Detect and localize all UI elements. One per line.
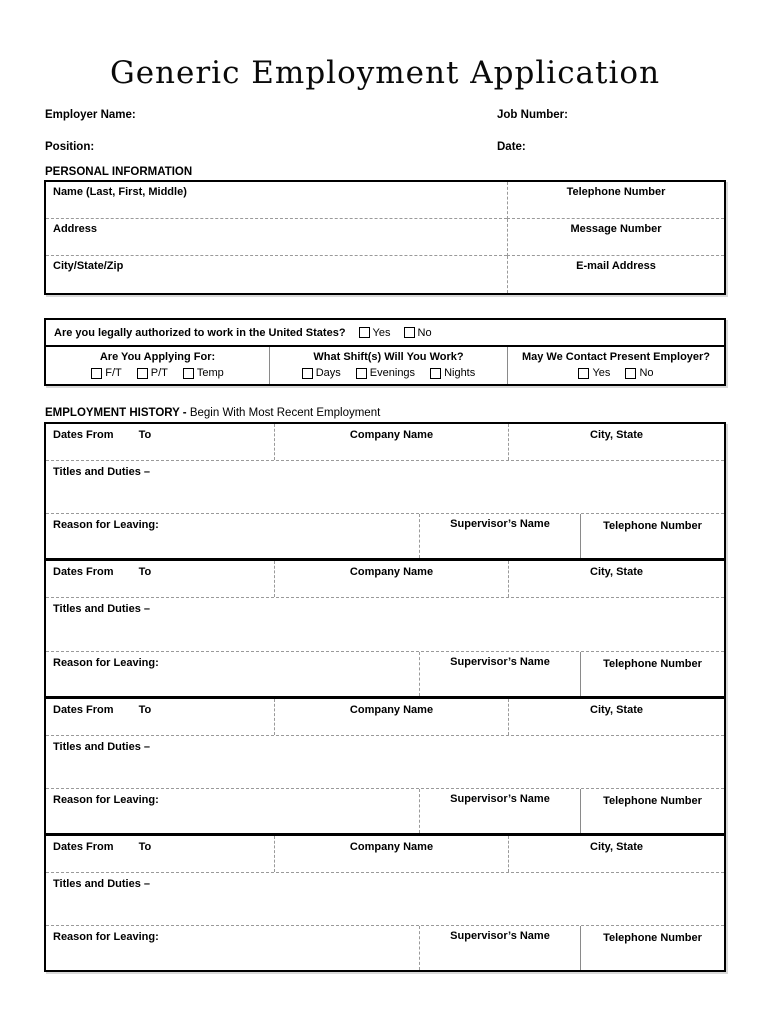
contact-no-checkbox[interactable]: [625, 367, 653, 379]
reason-for-leaving-label: Reason for Leaving:: [53, 656, 159, 669]
address-label: Address: [53, 223, 98, 235]
personal-information-table: [44, 180, 726, 295]
authorized-question-row: [46, 320, 724, 347]
message-number-label: Message Number: [570, 223, 662, 235]
dates-from-label: Dates From: [53, 703, 114, 716]
employment-history-table: [44, 422, 726, 972]
telephone-number-field-cell[interactable]: [580, 652, 724, 696]
telephone-number-field-cell[interactable]: [580, 926, 724, 970]
page-title: Generic Employment Application: [109, 55, 661, 91]
city-state-label: City, State: [590, 703, 643, 716]
company-name-field-cell[interactable]: [274, 836, 508, 872]
company-name-field-cell[interactable]: [274, 561, 508, 597]
temp-label: Temp: [196, 367, 224, 379]
position-label: Position:: [45, 141, 95, 153]
personal-information-heading: PERSONAL INFORMATION: [45, 166, 193, 178]
employment-history-heading: [45, 407, 380, 419]
evenings-checkbox[interactable]: [356, 367, 415, 379]
titles-duties-field-cell[interactable]: [46, 736, 724, 789]
titles-duties-label: Titles and Duties –: [53, 740, 150, 753]
dates-field-cell[interactable]: [46, 561, 274, 597]
address-field-cell[interactable]: [46, 219, 507, 256]
pt-label: P/T: [150, 367, 168, 379]
reason-supervisor-row: [46, 652, 724, 696]
authorization-columns: [46, 347, 724, 384]
dates-to-label: To: [138, 429, 152, 441]
company-name-label: Company Name: [349, 703, 434, 716]
dates-from-label: Dates From: [53, 429, 114, 441]
company-name-label: Company Name: [349, 566, 434, 579]
titles-duties-label: Titles and Duties –: [53, 877, 150, 890]
telephone-field-cell[interactable]: [507, 182, 724, 219]
city-state-label: City, State: [590, 566, 643, 579]
telephone-number-field-cell[interactable]: [580, 789, 724, 833]
telephone-number-label: Telephone Number: [603, 520, 702, 533]
email-field-cell[interactable]: [507, 256, 724, 293]
city-state-label: City, State: [590, 429, 643, 441]
dates-to-label: To: [138, 566, 152, 579]
shifts-column: [269, 347, 507, 384]
checkbox-icon: [430, 368, 441, 379]
company-name-label: Company Name: [349, 429, 434, 441]
applying-for-header: Are You Applying For:: [99, 351, 216, 363]
supervisor-name-field-cell[interactable]: [419, 514, 580, 558]
telephone-number-label: Telephone Number: [603, 932, 702, 944]
dates-from-label: Dates From: [53, 566, 114, 579]
reason-supervisor-row: [46, 789, 724, 833]
dates-field-cell[interactable]: [46, 699, 274, 735]
titles-duties-field-cell[interactable]: [46, 598, 724, 651]
telephone-number-label: Telephone Number: [603, 657, 702, 670]
checkbox-icon: [578, 368, 589, 379]
employment-block: [46, 833, 724, 970]
reason-for-leaving-label: Reason for Leaving:: [53, 931, 159, 943]
dates-to-label: To: [138, 840, 152, 853]
checkbox-icon: [404, 327, 415, 338]
nights-checkbox[interactable]: [430, 367, 475, 379]
company-name-field-cell[interactable]: [274, 424, 508, 460]
authorized-no-label: No: [417, 326, 432, 339]
titles-duties-field-cell[interactable]: [46, 461, 724, 514]
telephone-number-field-cell[interactable]: [580, 514, 724, 558]
message-number-field-cell[interactable]: [507, 219, 724, 256]
dates-company-row: [46, 561, 724, 598]
reason-for-leaving-field-cell[interactable]: [46, 514, 419, 558]
dates-company-row: [46, 699, 724, 736]
city-state-field-cell[interactable]: [508, 699, 724, 735]
temp-checkbox[interactable]: [183, 367, 224, 379]
checkbox-icon: [356, 368, 367, 379]
city-state-zip-label: City/State/Zip: [53, 260, 124, 272]
contact-yes-checkbox[interactable]: [578, 367, 610, 379]
supervisor-name-field-cell[interactable]: [419, 652, 580, 696]
city-state-field-cell[interactable]: [508, 561, 724, 597]
authorized-question-label: Are you legally authorized to work in the United States?: [54, 326, 346, 339]
employment-history-subtitle: Begin With Most Recent Employment: [186, 407, 381, 419]
telephone-label: Telephone Number: [566, 186, 666, 198]
titles-duties-field-cell[interactable]: [46, 873, 724, 926]
name-label: Name (Last, First, Middle): [53, 186, 187, 198]
employment-history-title: EMPLOYMENT HISTORY -: [45, 407, 187, 419]
dates-from-label: Dates From: [53, 840, 114, 853]
reason-for-leaving-label: Reason for Leaving:: [53, 519, 159, 532]
authorized-yes-checkbox[interactable]: [359, 327, 391, 339]
reason-for-leaving-field-cell[interactable]: [46, 652, 419, 696]
checkbox-icon: [302, 368, 313, 379]
contact-yes-label: Yes: [592, 367, 611, 379]
job-number-label: Job Number:: [497, 109, 568, 121]
pt-checkbox[interactable]: [137, 367, 168, 379]
contact-employer-header: May We Contact Present Employer?: [521, 351, 711, 363]
company-name-label: Company Name: [349, 840, 434, 853]
days-checkbox[interactable]: [302, 367, 341, 379]
supervisor-name-label: Supervisor’s Name: [450, 792, 550, 805]
work-authorization-table: [44, 318, 726, 386]
authorized-yes-label: Yes: [372, 326, 391, 339]
company-name-field-cell[interactable]: [274, 699, 508, 735]
titles-duties-label: Titles and Duties –: [53, 603, 150, 616]
employer-name-label: Employer Name:: [45, 109, 136, 121]
employment-block: [46, 558, 724, 695]
email-label: E-mail Address: [576, 260, 656, 272]
reason-for-leaving-field-cell[interactable]: [46, 789, 419, 833]
ft-checkbox[interactable]: [91, 367, 122, 379]
ft-label: F/T: [105, 367, 122, 379]
supervisor-name-label: Supervisor’s Name: [450, 518, 550, 531]
checkbox-icon: [183, 368, 194, 379]
city-state-field-cell[interactable]: [508, 424, 724, 460]
supervisor-name-label: Supervisor’s Name: [450, 655, 550, 668]
dates-field-cell[interactable]: [46, 424, 274, 460]
employment-block: [46, 424, 724, 558]
checkbox-icon: [91, 368, 102, 379]
nights-label: Nights: [444, 367, 476, 379]
evenings-label: Evenings: [369, 367, 416, 379]
checkbox-icon: [137, 368, 148, 379]
authorized-no-checkbox[interactable]: [404, 327, 432, 339]
city-state-field-cell[interactable]: [508, 836, 724, 872]
reason-for-leaving-field-cell[interactable]: [46, 926, 419, 970]
city-state-label: City, State: [590, 840, 643, 853]
dates-company-row: [46, 836, 724, 873]
dates-field-cell[interactable]: [46, 836, 274, 872]
applying-for-column: [46, 347, 269, 384]
supervisor-name-field-cell[interactable]: [419, 789, 580, 833]
checkbox-icon: [625, 368, 636, 379]
reason-supervisor-row: [46, 926, 724, 970]
city-state-zip-field-cell[interactable]: [46, 256, 507, 293]
checkbox-icon: [359, 327, 370, 338]
name-field-cell[interactable]: [46, 182, 507, 219]
days-label: Days: [315, 367, 341, 379]
employment-block: [46, 696, 724, 833]
reason-supervisor-row: [46, 514, 724, 558]
dates-company-row: [46, 424, 724, 461]
date-label: Date:: [497, 141, 526, 153]
dates-to-label: To: [138, 703, 152, 716]
supervisor-name-label: Supervisor’s Name: [450, 930, 550, 942]
supervisor-name-field-cell[interactable]: [419, 926, 580, 970]
contact-employer-column: [507, 347, 724, 384]
telephone-number-label: Telephone Number: [603, 794, 702, 807]
titles-duties-label: Titles and Duties –: [53, 466, 150, 478]
reason-for-leaving-label: Reason for Leaving:: [53, 793, 159, 806]
shifts-header: What Shift(s) Will You Work?: [313, 351, 464, 363]
contact-no-label: No: [639, 367, 654, 379]
